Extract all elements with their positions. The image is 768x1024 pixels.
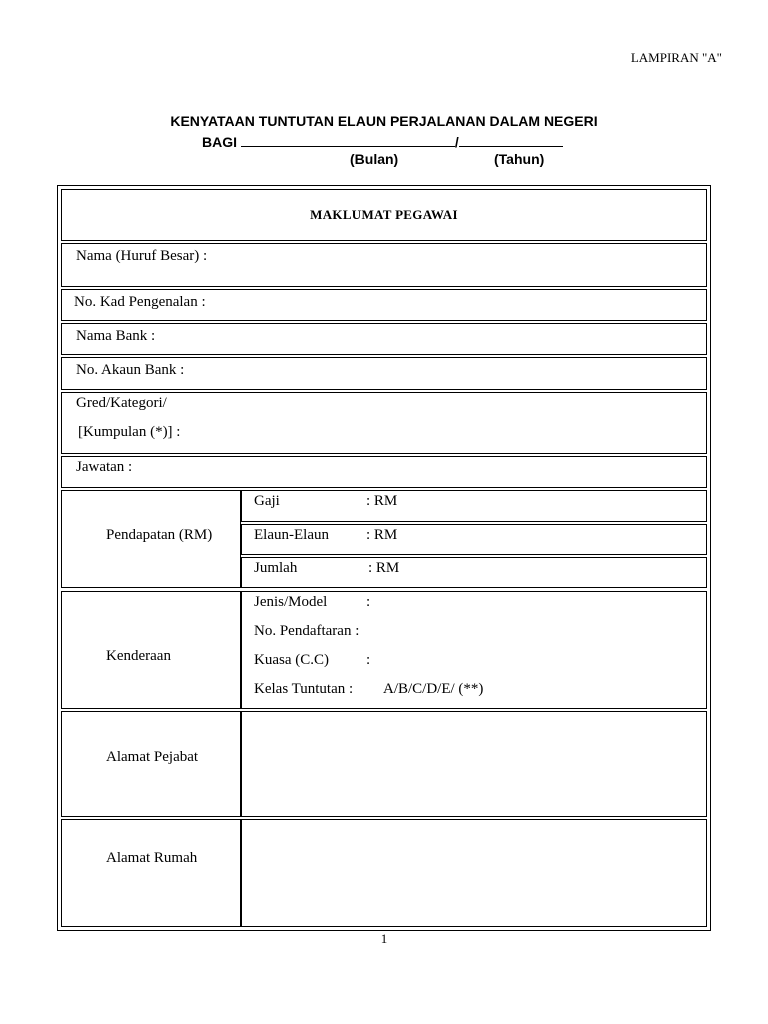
office-address-field[interactable] bbox=[241, 711, 707, 817]
bank-name-row[interactable] bbox=[61, 323, 707, 355]
income-label: Pendapatan (RM) bbox=[106, 527, 213, 543]
engine-capacity-colon: : bbox=[366, 652, 371, 668]
ic-number-row[interactable] bbox=[61, 289, 707, 321]
form-title: KENYATAAN TUNTUTAN ELAUN PERJALANAN DALAM NEGERI bbox=[170, 113, 598, 129]
section-title: MAKLUMAT PEGAWAI bbox=[310, 207, 458, 222]
bank-account-row[interactable] bbox=[61, 357, 707, 390]
period-separator: / bbox=[454, 134, 459, 150]
home-address-label-cell bbox=[61, 819, 241, 927]
salary-label: Gaji bbox=[254, 493, 280, 509]
period-line bbox=[202, 132, 563, 150]
claim-class-label: Kelas Tuntutan : bbox=[254, 681, 354, 697]
vehicle-label-cell bbox=[61, 591, 241, 709]
month-caption: (Bulan) bbox=[350, 151, 399, 167]
year-caption: (Tahun) bbox=[494, 151, 545, 167]
income-label-cell bbox=[61, 490, 241, 588]
vehicle-model-colon: : bbox=[366, 594, 371, 610]
bagi-label: BAGI bbox=[202, 134, 237, 150]
allowance-row[interactable] bbox=[241, 524, 707, 555]
group-label: [Kumpulan (*)] : bbox=[78, 424, 181, 440]
grade-label: Gred/Kategori/ bbox=[76, 395, 167, 411]
position-label: Jawatan : bbox=[76, 459, 133, 475]
vehicle-label: Kenderaan bbox=[106, 648, 171, 664]
allowance-value: : RM bbox=[366, 527, 398, 543]
officer-info-table bbox=[57, 185, 711, 931]
vehicle-details-cell[interactable] bbox=[241, 591, 707, 709]
total-row[interactable] bbox=[241, 557, 707, 588]
name-row[interactable] bbox=[61, 243, 707, 287]
section-header-row bbox=[61, 189, 707, 241]
engine-capacity-label: Kuasa (C.C) bbox=[254, 652, 329, 668]
allowance-label: Elaun-Elaun bbox=[254, 527, 329, 543]
name-label: Nama (Huruf Besar) : bbox=[76, 248, 208, 264]
claim-class-options: A/B/C/D/E/ (**) bbox=[383, 681, 484, 697]
ic-number-label: No. Kad Pengenalan : bbox=[74, 294, 206, 310]
position-row[interactable] bbox=[61, 456, 707, 488]
bank-account-label: No. Akaun Bank : bbox=[76, 362, 185, 378]
salary-row[interactable] bbox=[241, 490, 707, 522]
office-address-label-cell bbox=[61, 711, 241, 817]
total-label: Jumlah bbox=[254, 560, 298, 576]
appendix-label: LAMPIRAN "A" bbox=[630, 50, 722, 65]
month-field[interactable] bbox=[241, 132, 455, 147]
total-value: : RM bbox=[368, 560, 400, 576]
registration-label: No. Pendaftaran : bbox=[254, 623, 360, 639]
home-address-label: Alamat Rumah bbox=[106, 850, 198, 866]
salary-value: : RM bbox=[366, 493, 398, 509]
bank-name-label: Nama Bank : bbox=[76, 328, 156, 344]
year-field[interactable] bbox=[459, 132, 563, 147]
office-address-label: Alamat Pejabat bbox=[106, 749, 199, 765]
page-number: 1 bbox=[380, 931, 388, 946]
home-address-field[interactable] bbox=[241, 819, 707, 927]
grade-row[interactable] bbox=[61, 392, 707, 454]
vehicle-model-label: Jenis/Model bbox=[254, 594, 328, 610]
